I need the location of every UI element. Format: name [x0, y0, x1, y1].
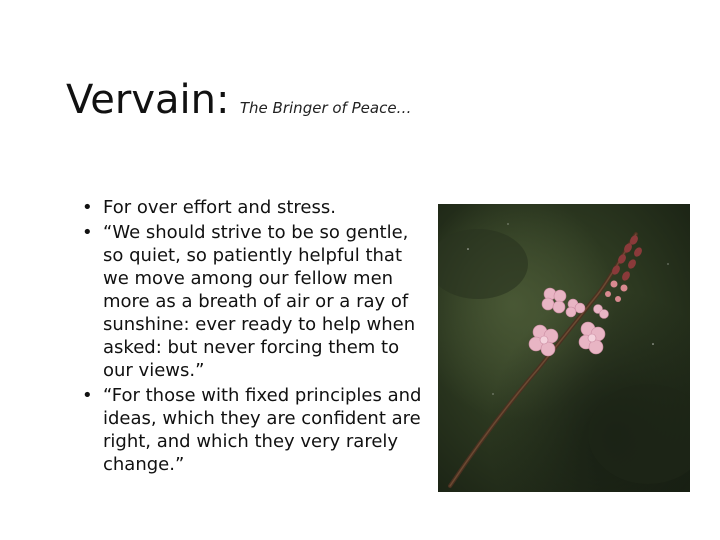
title-main: Vervain: — [66, 77, 230, 123]
title-subtitle: The Bringer of Peace… — [239, 99, 412, 117]
slide-title — [66, 77, 412, 123]
bullet-list — [82, 196, 422, 478]
flower-photo-icon — [438, 204, 690, 492]
bullet-item: • “For those with fixed principles and ideas, which they are confident are right, and which they very rarely change.” — [82, 384, 422, 476]
bullet-item: • “We should strive to be so gentle, so quiet, so patiently helpful that we move among our fellow men more as a breath of air or a ray of sunshine: ever ready to help when asked: but never forcing them to our views.” — [82, 221, 422, 382]
bullet-item: • For over effort and stress. — [82, 196, 422, 219]
vervain-flower-photo — [438, 204, 690, 492]
